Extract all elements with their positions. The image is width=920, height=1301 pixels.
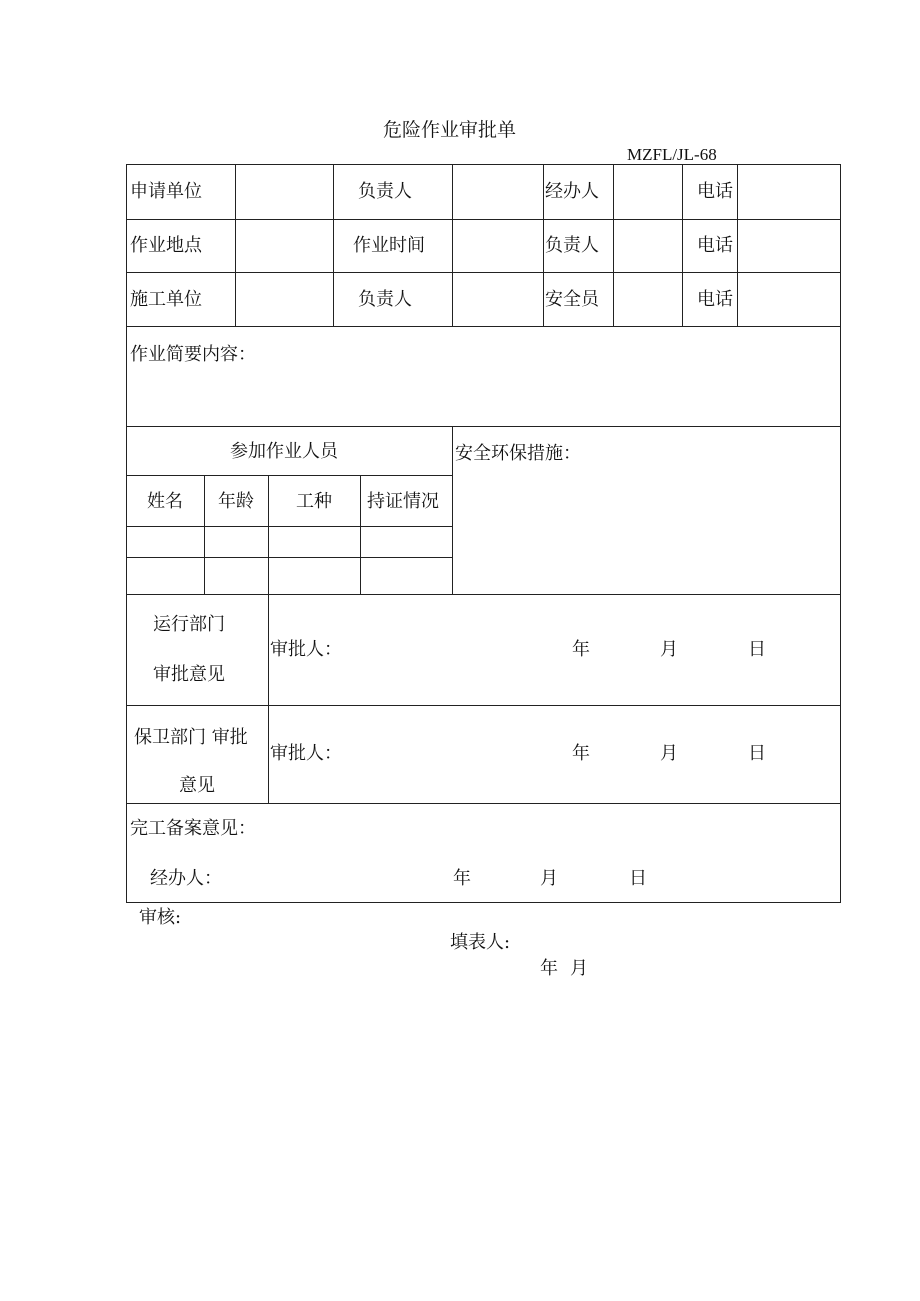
table-line <box>840 164 841 903</box>
table-line <box>126 426 841 427</box>
work-location-label: 作业地点 <box>130 235 202 256</box>
table-line <box>126 219 841 220</box>
completion-day: 日 <box>629 868 647 889</box>
review-label: 审核: <box>139 907 182 928</box>
table-line <box>737 164 738 326</box>
footer-month: 月 <box>570 958 588 979</box>
ops-dept-label: 运行部门 <box>153 614 225 635</box>
table-line <box>543 164 544 326</box>
handler-label: 经办人 <box>545 181 599 202</box>
column-name: 姓名 <box>147 491 183 512</box>
phone-label: 电话 <box>697 235 733 256</box>
table-line <box>333 164 334 326</box>
personnel-header: 参加作业人员 <box>230 441 338 462</box>
safety-officer-label: 安全员 <box>545 289 599 310</box>
work-time-label: 作业时间 <box>353 235 425 256</box>
table-line <box>452 164 453 326</box>
table-line <box>235 164 236 326</box>
security-year: 年 <box>572 743 590 764</box>
ops-year: 年 <box>572 639 590 660</box>
safety-measures-label: 安全环保措施： <box>455 443 581 464</box>
ops-opinion-label: 审批意见 <box>153 664 225 685</box>
table-line <box>126 705 841 706</box>
completion-month: 月 <box>540 868 558 889</box>
table-line <box>126 526 453 527</box>
column-certificate: 持证情况 <box>367 491 439 512</box>
security-approver-label: 审批人： <box>270 743 342 764</box>
completion-handler-label: 经办人： <box>150 868 222 889</box>
table-line <box>126 326 841 327</box>
construction-unit-label: 施工单位 <box>130 289 202 310</box>
completion-year: 年 <box>453 868 471 889</box>
responsible-person-label: 负责人 <box>358 181 412 202</box>
table-line <box>126 557 453 558</box>
table-line <box>613 164 614 326</box>
ops-approver-label: 审批人： <box>270 639 342 660</box>
table-line <box>126 902 841 903</box>
table-line <box>126 272 841 273</box>
column-job-type: 工种 <box>296 491 332 512</box>
table-line <box>682 164 683 326</box>
column-age: 年龄 <box>218 491 254 512</box>
ops-day: 日 <box>748 639 766 660</box>
table-line <box>126 803 841 804</box>
phone-label: 电话 <box>697 289 733 310</box>
security-dept-label: 保卫部门 审批 <box>134 727 248 748</box>
security-month: 月 <box>660 743 678 764</box>
responsible-person-label: 负责人 <box>358 289 412 310</box>
form-title: 危险作业审批单 <box>383 119 517 141</box>
work-brief-label: 作业简要内容： <box>130 344 256 365</box>
table-line <box>204 475 205 594</box>
phone-label: 电话 <box>697 181 733 202</box>
form-code: MZFL/JL-68 <box>627 145 717 164</box>
security-day: 日 <box>748 743 766 764</box>
table-line <box>126 164 841 165</box>
filler-label: 填表人: <box>450 932 511 953</box>
table-line <box>126 164 127 903</box>
footer-year: 年 <box>540 958 558 979</box>
table-line <box>126 475 453 476</box>
ops-month: 月 <box>660 639 678 660</box>
responsible-person-label: 负责人 <box>545 235 599 256</box>
security-opinion-label: 意见 <box>179 775 215 796</box>
table-line <box>452 426 453 594</box>
table-line <box>126 594 841 595</box>
table-line <box>360 475 361 594</box>
completion-label: 完工备案意见： <box>130 818 256 839</box>
applicant-unit-label: 申请单位 <box>130 181 202 202</box>
table-line <box>268 475 269 803</box>
